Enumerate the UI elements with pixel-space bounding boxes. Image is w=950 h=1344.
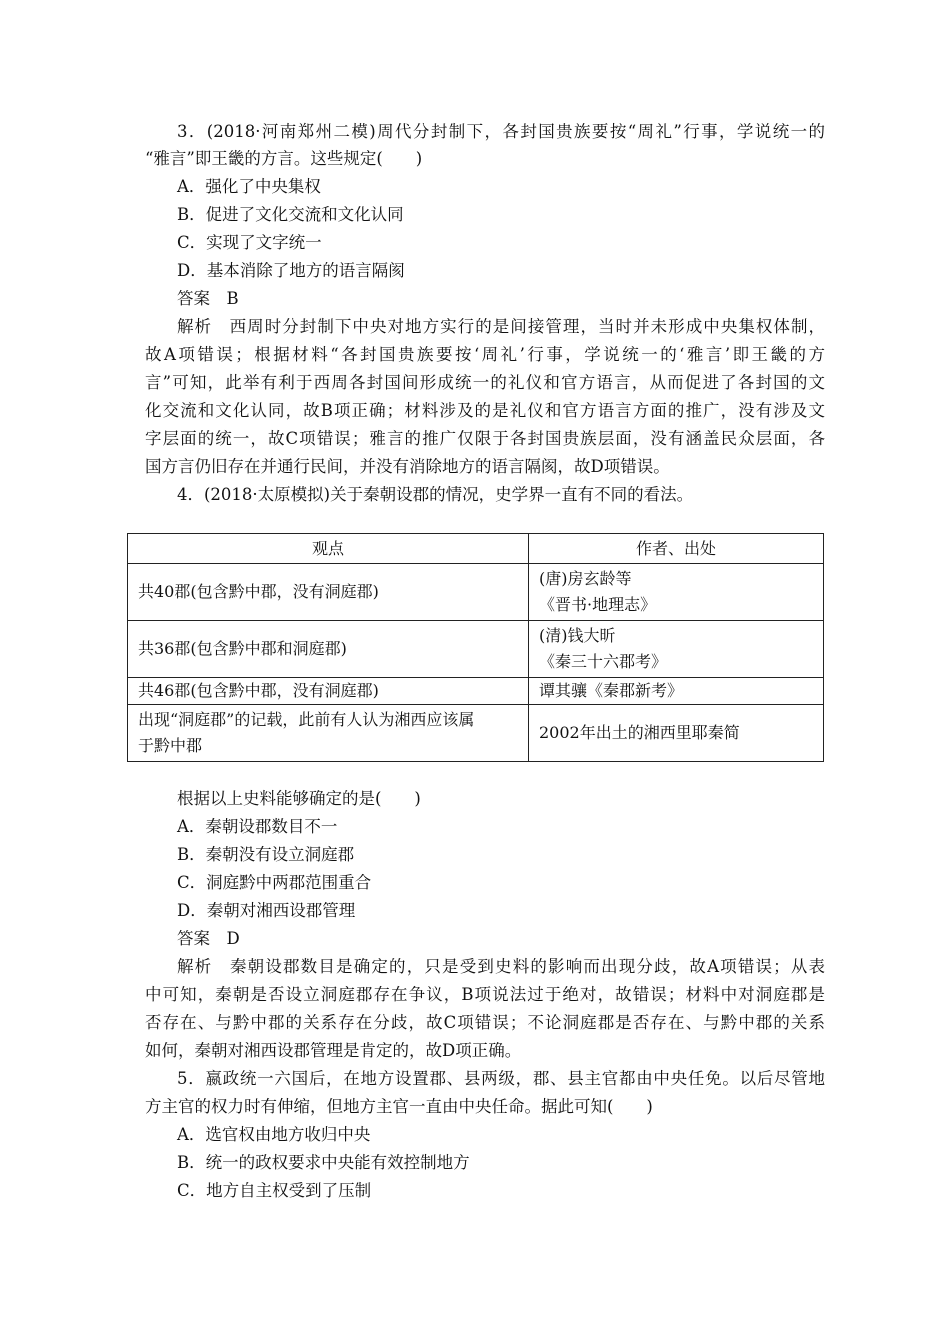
q4-analysis-line-3: 否存在、与黔中郡的关系存在分歧，故C项错误；不论洞庭郡是否存在、与黔中郡的关系 (145, 1013, 825, 1032)
cell-text: 《晋书·地理志》 (539, 595, 657, 614)
q4-analysis-line-4: 如何，秦朝对湘西设郡管理是肯定的，故D项正确。 (145, 1041, 522, 1060)
cell-text: 《秦三十六郡考》 (539, 652, 668, 671)
cell-text: 出现“洞庭郡”的记载，此前有人认为湘西应该属 (138, 710, 475, 729)
viewpoint-table (127, 533, 824, 762)
q5-stem-line-2: 方主官的权力时有伸缩，但地方主官一直由中央任命。据此可知( ) (145, 1097, 653, 1116)
q3-analysis-line-5: 字层面的统一，故C项错误；雅言的推广仅限于各封国贵族层面，没有涵盖民众层面，各 (145, 429, 825, 448)
q5-option-c: C．地方自主权受到了压制 (177, 1181, 372, 1200)
q4-analysis-line-2: 中可知，秦朝是否设立洞庭郡存在争议，B项说法过于绝对，故错误；材料中对洞庭郡是 (145, 985, 825, 1004)
table-cell-view (128, 564, 529, 621)
table-cell-view (128, 621, 529, 678)
cell-text: 共46郡(包含黔中郡，没有洞庭郡) (138, 681, 379, 700)
q5-option-a: A．选官权由地方收归中央 (177, 1125, 371, 1144)
table-cell-source (529, 621, 824, 678)
table-cell-view (128, 705, 529, 762)
q3-analysis-line-1: 解析 西周时分封制下中央对地方实行的是间接管理，当时并未形成中央集权体制， (177, 317, 825, 336)
table-cell-view (128, 678, 529, 705)
q4-option-d: D．秦朝对湘西设郡管理 (177, 901, 356, 920)
table-header-source: 作者、出处 (529, 534, 824, 564)
table-row (128, 564, 824, 621)
cell-text: 共40郡(包含黔中郡，没有洞庭郡) (138, 582, 379, 601)
q3-option-d: D．基本消除了地方的语言隔阂 (177, 261, 405, 280)
table-row (128, 705, 824, 762)
q3-stem-line-1: 3．(2018·河南郑州二模)周代分封制下，各封国贵族要按“周礼”行事，学说统一的 (177, 122, 825, 141)
cell-text: (清)钱大昕 (539, 626, 616, 645)
table-header-view: 观点 (128, 534, 529, 564)
cell-text: 共36郡(包含黔中郡和洞庭郡) (138, 639, 347, 658)
q3-analysis-line-4: 化交流和文化认同，故B项正确；材料涉及的是礼仪和官方语言方面的推广，没有涉及文 (145, 401, 825, 420)
q4-stem: 4．(2018·太原模拟)关于秦朝设郡的情况，史学界一直有不同的看法。 (177, 485, 694, 504)
q3-option-c: C．实现了文字统一 (177, 233, 322, 252)
q4-answer: 答案 D (177, 929, 240, 948)
q4-option-a: A．秦朝设郡数目不一 (177, 817, 338, 836)
q3-option-a: A．强化了中央集权 (177, 177, 321, 196)
cell-text: (唐)房玄龄等 (539, 569, 632, 588)
q4-option-c: C．洞庭黔中两郡范围重合 (177, 873, 372, 892)
q3-analysis-line-3: 言”可知，此举有利于西周各封国间形成统一的礼仪和官方语言，从而促进了各封国的文 (145, 373, 825, 392)
table-cell-source (529, 564, 824, 621)
cell-text: 2002年出土的湘西里耶秦简 (539, 723, 740, 742)
table-header-row (128, 534, 824, 564)
q3-stem-line-2: “雅言”即王畿的方言。这些规定( ) (145, 149, 423, 168)
cell-text: 谭其骧《秦郡新考》 (539, 681, 684, 700)
q3-answer: 答案 B (177, 289, 239, 308)
q3-analysis-line-2: 故A项错误；根据材料“各封国贵族要按‘周礼’行事，学说统一的‘雅言’即王畿的方 (145, 345, 825, 364)
table-row (128, 678, 824, 705)
q4-option-b: B．秦朝没有设立洞庭郡 (177, 845, 355, 864)
q3-analysis-line-6: 国方言仍旧存在并通行民间，并没有消除地方的语言隔阂，故D项错误。 (145, 457, 670, 476)
q5-option-b: B．统一的政权要求中央能有效控制地方 (177, 1153, 470, 1172)
table-cell-source (529, 705, 824, 762)
table-row (128, 621, 824, 678)
cell-text: 于黔中郡 (138, 736, 203, 755)
q3-option-b: B．促进了文化交流和文化认同 (177, 205, 404, 224)
q4-analysis-line-1: 解析 秦朝设郡数目是确定的，只是受到史料的影响而出现分歧，故A项错误；从表 (177, 957, 825, 976)
q5-stem-line-1: 5．嬴政统一六国后，在地方设置郡、县两级，郡、县主官都由中央任免。以后尽管地 (177, 1069, 825, 1088)
table-cell-source (529, 678, 824, 705)
q4-question: 根据以上史料能够确定的是( ) (177, 789, 421, 808)
